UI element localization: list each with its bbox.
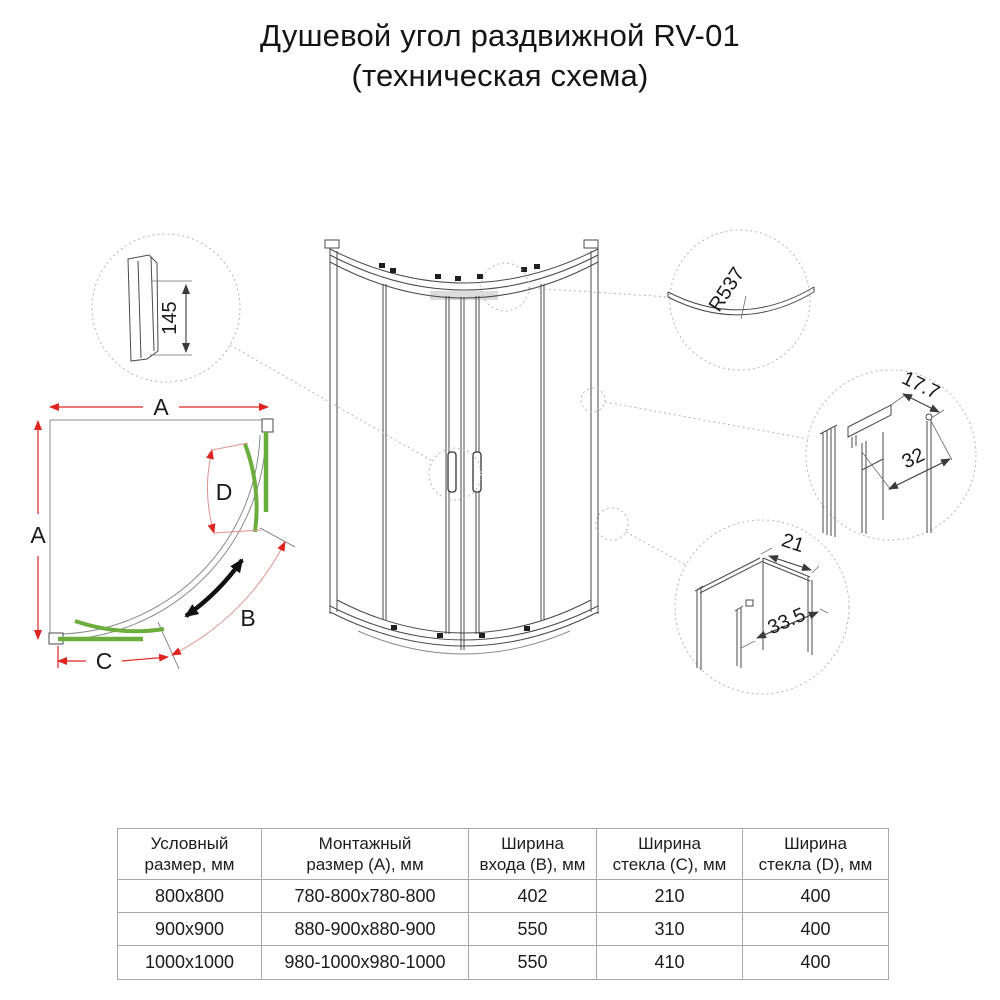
- dim-d-arc: [207, 450, 214, 533]
- table-row: [118, 946, 889, 980]
- detail-top-profile: [806, 367, 976, 540]
- dim-label-32: 32: [898, 443, 929, 474]
- dim-label-r537: R537: [704, 263, 750, 316]
- header-mounting-size: Монтажный размер (А), мм: [262, 829, 469, 880]
- dim-label-335: 33.5: [764, 603, 809, 640]
- profile-channel-floor: [862, 459, 883, 470]
- dim-d-tick-top: [212, 443, 248, 450]
- glass-panel-edges: [383, 284, 544, 650]
- rail-arc-caps: [668, 287, 814, 297]
- dim-label-21: 21: [778, 529, 807, 558]
- dim-label-d: D: [215, 479, 233, 505]
- wall-front-cap: [735, 606, 743, 611]
- leader-profile: [605, 402, 808, 439]
- detail-wall-profile: [675, 520, 849, 694]
- detail-radius: [668, 230, 814, 370]
- table-row: [118, 913, 889, 946]
- profile-top-flange: [848, 405, 891, 437]
- cell-mounting: 880-900x880-900: [262, 913, 469, 946]
- plan-view: [30, 394, 295, 674]
- plan-ext-line-top: [260, 528, 295, 547]
- sliding-door-bottom: [75, 621, 164, 631]
- dim-label-b: B: [240, 605, 256, 631]
- size-table: [117, 828, 889, 980]
- profile-detail-marker: [581, 388, 605, 412]
- dim-label-c: C: [95, 648, 113, 674]
- cell-entry: 550: [469, 913, 597, 946]
- header-entry-width: Ширина входа (В), мм: [469, 829, 597, 880]
- top-rail-outer: [330, 249, 598, 283]
- wall-profile-detail-marker: [596, 508, 628, 540]
- radius-leader: [741, 296, 746, 319]
- wall-bracket: [746, 600, 753, 606]
- leader-wall-profile: [626, 532, 686, 565]
- slide-direction-arrow: [186, 560, 242, 616]
- plan-track-arc-inner: [61, 435, 260, 634]
- table-row: [118, 880, 889, 913]
- header-glass-d-width: Ширина стекла (D), мм: [743, 829, 889, 880]
- rail-arc-lower: [668, 292, 814, 315]
- top-rail-mid: [330, 255, 598, 290]
- cell-nominal: 900x900: [118, 913, 262, 946]
- header-glass-c-width: Ширина стекла (С), мм: [597, 829, 743, 880]
- right-post-cap: [584, 240, 598, 248]
- profile-glass-stack: [823, 427, 835, 537]
- dim-c-right-seg: [122, 657, 168, 661]
- wall-back-edges: [697, 558, 763, 593]
- profile-step: [852, 435, 856, 448]
- title-line-2: (техническая схема): [351, 58, 649, 93]
- cell-nominal: 1000x1000: [118, 946, 262, 980]
- leader-lines: [230, 288, 808, 565]
- dim-label-a-top: A: [153, 394, 169, 420]
- cell-nominal: 800x800: [118, 880, 262, 913]
- cell-glass-d: 400: [743, 946, 889, 980]
- door-handle-right: [473, 452, 481, 492]
- title-line-1: Душевой угол раздвижной RV-01: [260, 18, 740, 53]
- cell-mounting: 780-800x780-800: [262, 880, 469, 913]
- table-header-row: [118, 829, 889, 880]
- plan-corner-post-right: [262, 419, 273, 432]
- profile-right-bar: [927, 419, 931, 533]
- leader-radius: [529, 288, 670, 297]
- header-nominal-size: Условный размер, мм: [118, 829, 262, 880]
- profile-stack-cap: [820, 425, 837, 434]
- dim-b-arc: [172, 542, 285, 655]
- front-view: [325, 240, 628, 654]
- dim-177-ext: [891, 395, 944, 418]
- cell-glass-c: 410: [597, 946, 743, 980]
- cell-glass-d: 400: [743, 880, 889, 913]
- plan-track-arc-outer: [60, 434, 266, 640]
- leader-handle: [230, 345, 434, 462]
- detail-handle: [92, 234, 240, 382]
- cell-mounting: 980-1000x980-1000: [262, 946, 469, 980]
- cell-glass-c: 310: [597, 913, 743, 946]
- door-handle-left: [448, 452, 456, 492]
- cell-entry: 402: [469, 880, 597, 913]
- profile-channel: [862, 432, 883, 534]
- wall-slab-left: [697, 588, 701, 670]
- dim-label-145: 145: [159, 301, 181, 335]
- dim-label-177: 17.7: [898, 367, 943, 405]
- dim-label-a-left: A: [30, 522, 46, 548]
- left-post-cap: [325, 240, 339, 248]
- cell-glass-d: 400: [743, 913, 889, 946]
- cell-entry: 550: [469, 946, 597, 980]
- wall-front-slab: [737, 608, 741, 668]
- cell-glass-c: 210: [597, 880, 743, 913]
- profile-corner-node: [926, 414, 932, 420]
